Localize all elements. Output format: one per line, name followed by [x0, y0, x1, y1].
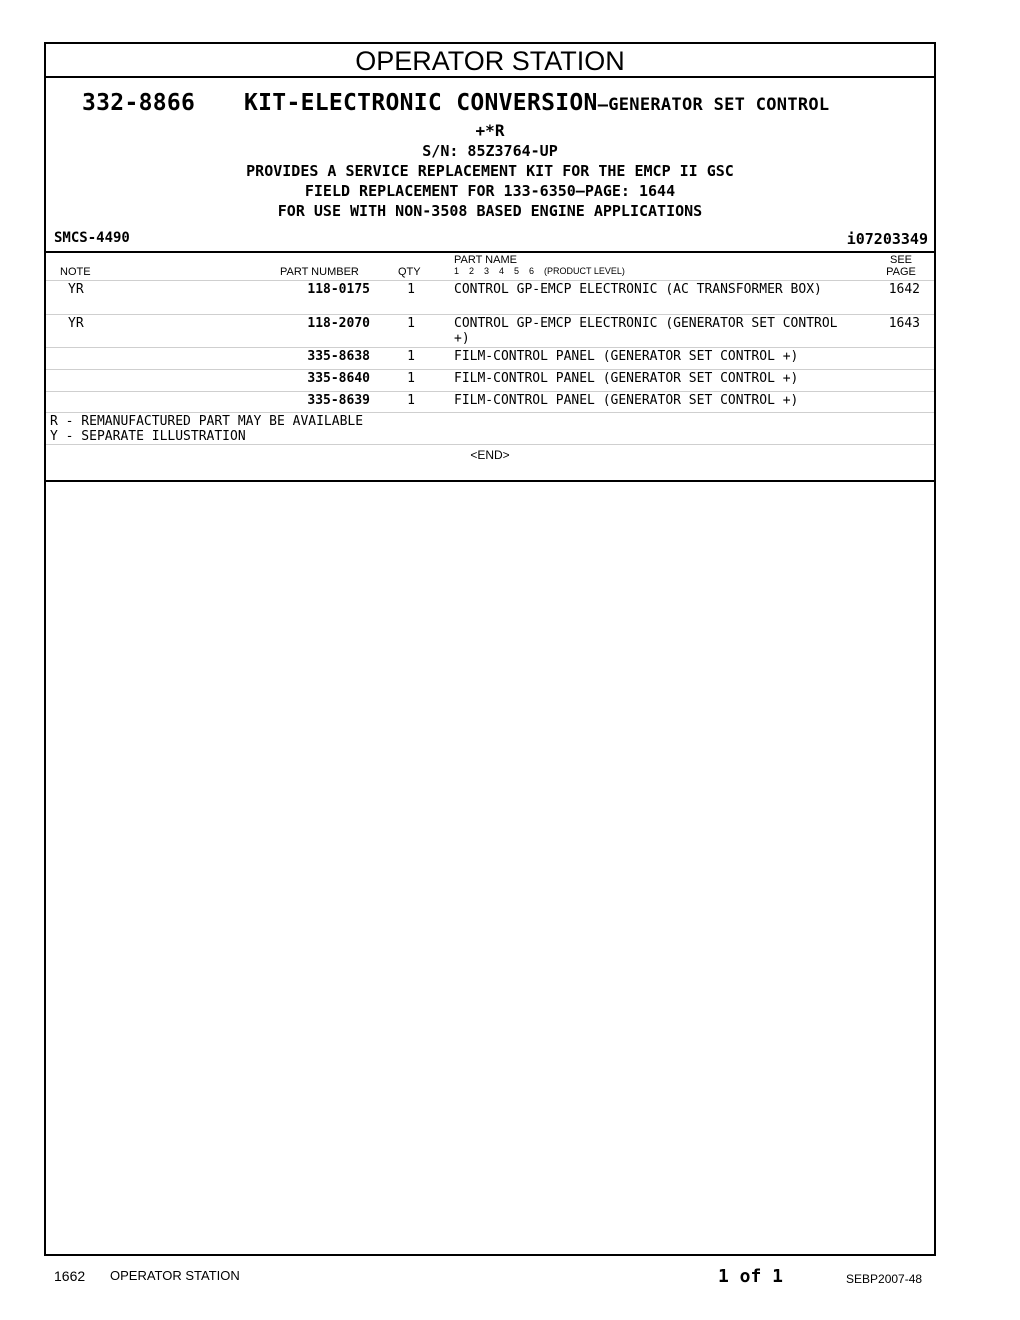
table-row [46, 347, 934, 368]
row-part-name: CONTROL GP-EMCP ELECTRONIC (AC TRANSFORMER BOX) [454, 282, 822, 297]
legend [50, 414, 363, 444]
kit-description-2: FIELD REPLACEMENT FOR 133-6350—PAGE: 1644 [304, 182, 676, 200]
end-marker: <END> [470, 448, 510, 462]
row-part-number: 335-8638 [307, 349, 370, 364]
row-part-number: 335-8639 [307, 393, 370, 408]
section-title: OPERATOR STATION [46, 44, 934, 78]
row-note: YR [68, 316, 84, 331]
row-part-name: FILM-CONTROL PANEL (GENERATOR SET CONTROL +) [454, 371, 799, 386]
table-row [46, 369, 934, 390]
row-see-page: 1643 [888, 316, 920, 331]
header-divider [46, 251, 934, 253]
row-qty: 1 [407, 393, 415, 408]
col-note: NOTE [60, 266, 91, 278]
col-see-page: SEE PAGE [886, 254, 916, 278]
row-part-name: FILM-CONTROL PANEL (GENERATOR SET CONTROL +) [454, 349, 799, 364]
row-qty: 1 [407, 316, 415, 331]
footer-document-id: SEBP2007-48 [846, 1272, 923, 1286]
kit-number: 332-8866 [82, 90, 196, 116]
legend-divider [46, 444, 934, 445]
row-note: YR [68, 282, 84, 297]
footer-page-number: 1662 [54, 1268, 86, 1284]
legend-remanufactured: R - REMANUFACTURED PART MAY BE AVAILABLE [50, 414, 364, 429]
row-see-page: 1642 [888, 282, 920, 297]
col-part-number: PART NUMBER [280, 266, 359, 278]
row-qty: 1 [407, 349, 415, 364]
row-part-name: FILM-CONTROL PANEL (GENERATOR SET CONTROL +) [454, 393, 799, 408]
row-part-number: 118-2070 [307, 316, 370, 331]
kit-description-1: PROVIDES A SERVICE REPLACEMENT KIT FOR THE EMCP II GSC [246, 162, 734, 180]
serial-number: S/N: 85Z3764-UP [422, 142, 558, 160]
table-row [46, 314, 934, 347]
row-part-number: 335-8640 [307, 371, 370, 386]
row-part-name: CONTROL GP-EMCP ELECTRONIC (GENERATOR SET CONTROL +) [454, 316, 838, 346]
table-row [46, 280, 934, 313]
page-frame [44, 42, 936, 1256]
kit-heading [82, 90, 829, 116]
row-qty: 1 [407, 371, 415, 386]
reference-id: i07203349 [846, 230, 928, 248]
kit-name: KIT-ELECTRONIC CONVERSION [244, 90, 598, 116]
col-part-name: PART NAME [454, 254, 517, 266]
footer-section: OPERATOR STATION [110, 1268, 240, 1283]
kit-name-suffix: —GENERATOR SET CONTROL [597, 95, 830, 115]
table-row [46, 391, 934, 413]
smcs-code: SMCS-4490 [54, 230, 130, 246]
legend-separate-illustration: Y - SEPARATE ILLUSTRATION [50, 429, 246, 444]
col-product-levels: 1 2 3 4 5 6 (PRODUCT LEVEL) [454, 266, 625, 276]
kit-description-3: FOR USE WITH NON-3508 BASED ENGINE APPLICATIONS [277, 202, 703, 220]
row-part-number: 118-0175 [307, 282, 370, 297]
col-qty: QTY [398, 266, 421, 278]
kit-code: +*R [475, 121, 505, 140]
row-qty: 1 [407, 282, 415, 297]
footer-page-of: 1 of 1 [718, 1266, 784, 1287]
content-end-divider [46, 480, 934, 482]
